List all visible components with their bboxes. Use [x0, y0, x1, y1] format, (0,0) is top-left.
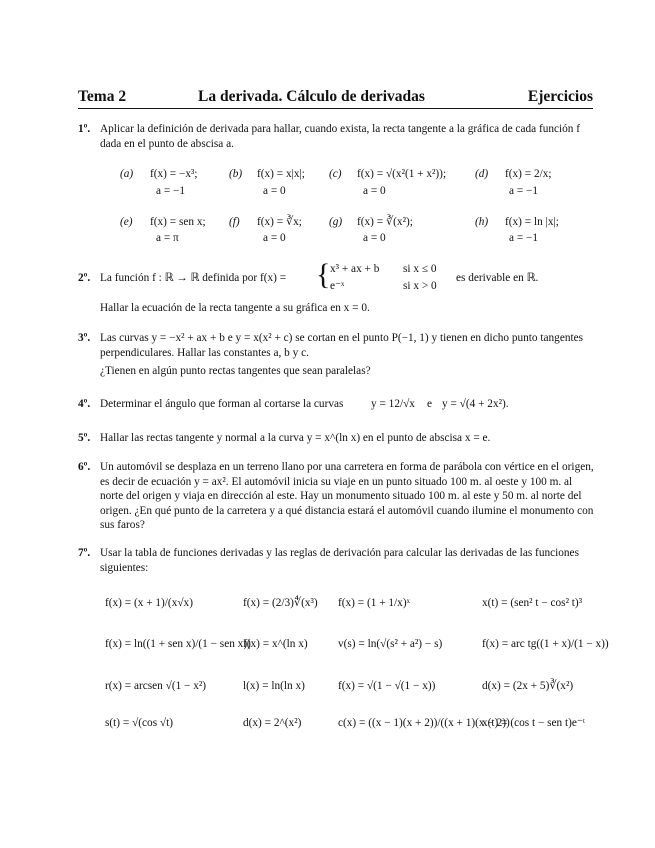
piecewise-brace: {: [316, 258, 331, 291]
grid-function: f(x) = arc tg((1 + x)/(1 − x)): [482, 638, 609, 650]
item-point: a = 0: [263, 232, 286, 244]
grid-function: v(s) = ln(√(s² + a²) − s): [338, 638, 443, 650]
exercise-5-number: 5º.: [78, 432, 91, 444]
item-label: (g): [329, 216, 343, 228]
item-point: a = −1: [509, 185, 539, 197]
exercise-3-question: ¿Tienen en algún punto rectas tangentes que sean paralelas?: [100, 365, 371, 377]
grid-function: x(t) = (sen² t − cos² t)³: [482, 597, 583, 609]
piecewise-case-2: e⁻ˣ: [330, 280, 345, 292]
item-label: (a): [120, 168, 134, 180]
exercise-2-intro: La función f : ℝ → ℝ definida por f(x) =: [100, 272, 287, 284]
grid-function: f(x) = (x + 1)/(x√x): [105, 597, 193, 609]
exercise-4-number: 4º.: [78, 398, 91, 410]
exercise-4-connector: e: [427, 398, 433, 410]
exercise-2-number: 2º.: [78, 272, 91, 284]
grid-function: d(x) = (2x + 5)∛(x²): [482, 680, 574, 692]
item-point: a = −1: [509, 232, 539, 244]
item-point: a = π: [156, 232, 179, 244]
item-point: a = −1: [156, 185, 186, 197]
exercise-4-curve-1: y = 12/√x: [371, 398, 415, 410]
exercise-4-curve-2: y = √(4 + 2x²).: [442, 398, 509, 410]
item-label: (d): [475, 168, 489, 180]
grid-function: d(x) = 2^(x²): [243, 717, 302, 729]
item-point: a = 0: [363, 232, 386, 244]
grid-function: f(x) = ln((1 + sen x)/(1 − sen x)): [105, 638, 251, 650]
grid-function: f(x) = (2/3)∜(x³): [243, 597, 318, 609]
grid-function: x(t) = (cos t − sen t)e⁻ᵗ: [482, 717, 586, 729]
item-point: a = 0: [263, 185, 286, 197]
item-function: f(x) = sen x;: [150, 216, 206, 228]
item-label: (c): [329, 168, 342, 180]
piecewise-condition-1: si x ≤ 0: [403, 263, 437, 275]
exercise-4-text: Determinar el ángulo que forman al cortarse la curvas: [100, 398, 344, 410]
exercise-2-question: Hallar la ecuación de la recta tangente a su gráfica en x = 0.: [100, 302, 370, 314]
exercise-1-number: 1º.: [78, 123, 91, 135]
exercise-6-text: Un automóvil se desplaza en un terreno llano por una carretera en forma de parábola con vértice en el origen, es decir de ecuación y = ax². El automóvil inicia su viaje en un punto situado 100 m. al oeste y 100 m. al norte del origen y viaja en dirección al este. Hay un monumento situado 100 m. al este y 50 m. al norte del origen. ¿En qué punto de la carretera y a qué distancia estará el automóvil cuando ilumine el monumento con sus faros?: [100, 461, 594, 531]
item-label: (b): [229, 168, 243, 180]
exercise-3-text: Las curvas y = −x² + ax + b e y = x(x² + c) se cortan en el punto P(−1, 1) y tienen en dicho punto tangentes perpendiculares. Hallar las constantes a, b y c.: [100, 332, 584, 359]
exercise-3-number: 3º.: [78, 332, 91, 344]
grid-function: s(t) = √(cos √t): [105, 717, 174, 729]
grid-function: c(x) = ((x − 1)(x + 2))/((x + 1)(x − 2)): [338, 717, 510, 729]
exercise-7-number: 7º.: [78, 547, 91, 559]
header-topic: Tema 2: [78, 88, 127, 105]
grid-function: l(x) = ln(ln x): [243, 680, 305, 692]
item-function: f(x) = ∛(x²);: [357, 216, 413, 228]
exercise-1-text: Aplicar la definición de derivada para hallar, cuando exista, la recta tangente a la gráfica de cada función f dada en el punto de abscisa a.: [100, 123, 581, 150]
item-label: (h): [475, 216, 489, 228]
item-point: a = 0: [363, 185, 386, 197]
piecewise-condition-2: si x > 0: [403, 280, 437, 292]
exercise-6-number: 6º.: [78, 461, 91, 473]
item-function: f(x) = ln |x|;: [505, 216, 559, 228]
grid-function: f(x) = (1 + 1/x)ˣ: [338, 597, 410, 609]
grid-function: f(x) = x^(ln x): [243, 638, 308, 650]
header-section: Ejercicios: [527, 88, 593, 105]
page-header: [78, 88, 593, 110]
header-rule: [78, 108, 593, 109]
item-function: f(x) = x|x|;: [257, 168, 305, 180]
grid-function: f(x) = √(1 − √(1 − x)): [338, 680, 436, 692]
exercise-5-text: Hallar las rectas tangente y normal a la curva y = x^(ln x) en el punto de abscisa x = e.: [100, 432, 491, 444]
header-title: La derivada. Cálculo de derivadas: [198, 88, 425, 105]
item-function: f(x) = ∛x;: [257, 216, 302, 228]
item-function: f(x) = −x³;: [150, 168, 198, 180]
item-function: f(x) = √(x²(1 + x²));: [357, 168, 447, 180]
exercise-7-text: Usar la tabla de funciones derivadas y las reglas de derivación para calcular las derivadas de las funciones siguientes:: [100, 547, 579, 574]
piecewise-case-1: x³ + ax + b: [330, 263, 380, 275]
item-label: (e): [120, 216, 133, 228]
item-label: (f): [229, 216, 240, 228]
exercise-2-tail: es derivable en ℝ.: [456, 272, 539, 284]
grid-function: r(x) = arcsen √(1 − x²): [105, 680, 207, 692]
item-function: f(x) = 2/x;: [505, 168, 552, 180]
